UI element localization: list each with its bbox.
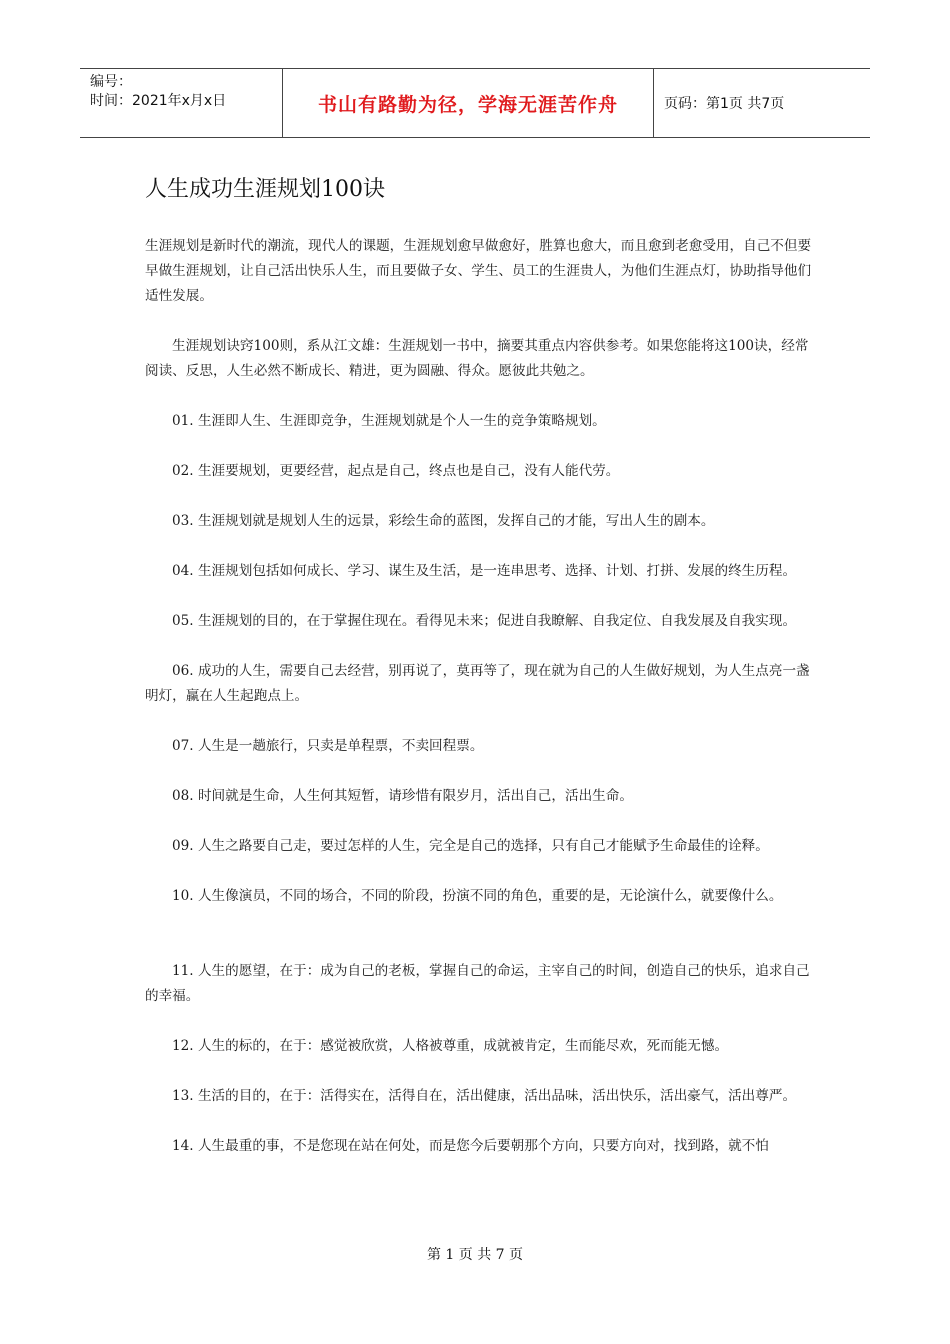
list-item: 02. 生涯要规划，更要经营，起点是自己，终点也是自己，没有人能代劳。 <box>172 463 620 479</box>
list-item: 09. 人生之路要自己走，要过怎样的人生，完全是自己的选择，只有自己才能赋予生命最佳的诠释。 <box>172 838 769 854</box>
document-date: 时间：2021年x月x日 <box>90 93 227 109</box>
list-item: 05. 生涯规划的目的，在于掌握住现在。看得见未来；促进自我瞭解、自我定位、自我发展及自我实现。 <box>172 613 797 629</box>
list-item: 10. 人生像演员，不同的场合，不同的阶段，扮演不同的角色，重要的是，无论演什么，就要像什么。 <box>172 888 783 904</box>
list-item: 06. 成功的人生，需要自己去经营，别再说了，莫再等了，现在就为自己的人生做好规划，为人生点亮一盏明灯，赢在人生起跑点上。 <box>145 663 810 704</box>
list-item: 12. 人生的标的，在于：感觉被欣赏，人格被尊重，成就被肯定，生而能尽欢，死而能无憾。 <box>172 1038 729 1054</box>
intro-paragraph: 生涯规划是新时代的潮流，现代人的课题，生涯规划愈早做愈好，胜算也愈大，而且愈到老愈受用，自己不但要早做生涯规划，让自己活出快乐人生，而且要做子女、学生、员工的生涯贵人，为他们生涯点灯，协助指导他们适性发展。 <box>145 238 812 304</box>
list-item: 14. 人生最重的事，不是您现在站在何处，而是您今后要朝那个方向，只要方向对，找到路，就不怕 <box>172 1138 769 1154</box>
page-footer: 第 1 页 共 7 页 <box>426 1247 524 1263</box>
page-header <box>80 68 870 138</box>
list-item: 04. 生涯规划包括如何成长、学习、谋生及生活，是一连串思考、选择、计划、打拼、发展的终生历程。 <box>172 563 797 579</box>
header-motto: 书山有路勤为径，学海无涯苦作舟 <box>282 69 654 137</box>
list-item: 08. 时间就是生命，人生何其短暂，请珍惜有限岁月，活出自己，活出生命。 <box>172 788 633 804</box>
document-code-label: 编号： <box>90 74 132 90</box>
header-left-cell <box>80 69 282 137</box>
list-item: 07. 人生是一趟旅行，只卖是单程票，不卖回程票。 <box>172 738 484 754</box>
document-body <box>145 234 820 1184</box>
list-item: 13. 生活的目的，在于：活得实在，活得自在，活出健康，活出品味，活出快乐，活出豪气，活出尊严。 <box>172 1088 797 1104</box>
list-item: 03. 生涯规划就是规划人生的远景，彩绘生命的蓝图，发挥自己的才能，写出人生的剧本。 <box>172 513 715 529</box>
list-item: 11. 人生的愿望，在于：成为自己的老板，掌握自己的命运，主宰自己的时间，创造自己的快乐，追求自己的幸福。 <box>145 963 810 1004</box>
list-item: 01. 生涯即人生、生涯即竞争，生涯规划就是个人一生的竞争策略规划。 <box>172 413 606 429</box>
intro-paragraph: 生涯规划诀窍100则，系从江文雄：生涯规划一书中，摘要其重点内容供参考。如果您能将这100诀，经常阅读、反思，人生必然不断成长、精进，更为圆融、得众。愿彼此共勉之。 <box>145 338 809 379</box>
document-title: 人生成功生涯规划100诀 <box>145 177 385 202</box>
header-page-info: 页码：第1页 共7页 <box>664 96 785 112</box>
